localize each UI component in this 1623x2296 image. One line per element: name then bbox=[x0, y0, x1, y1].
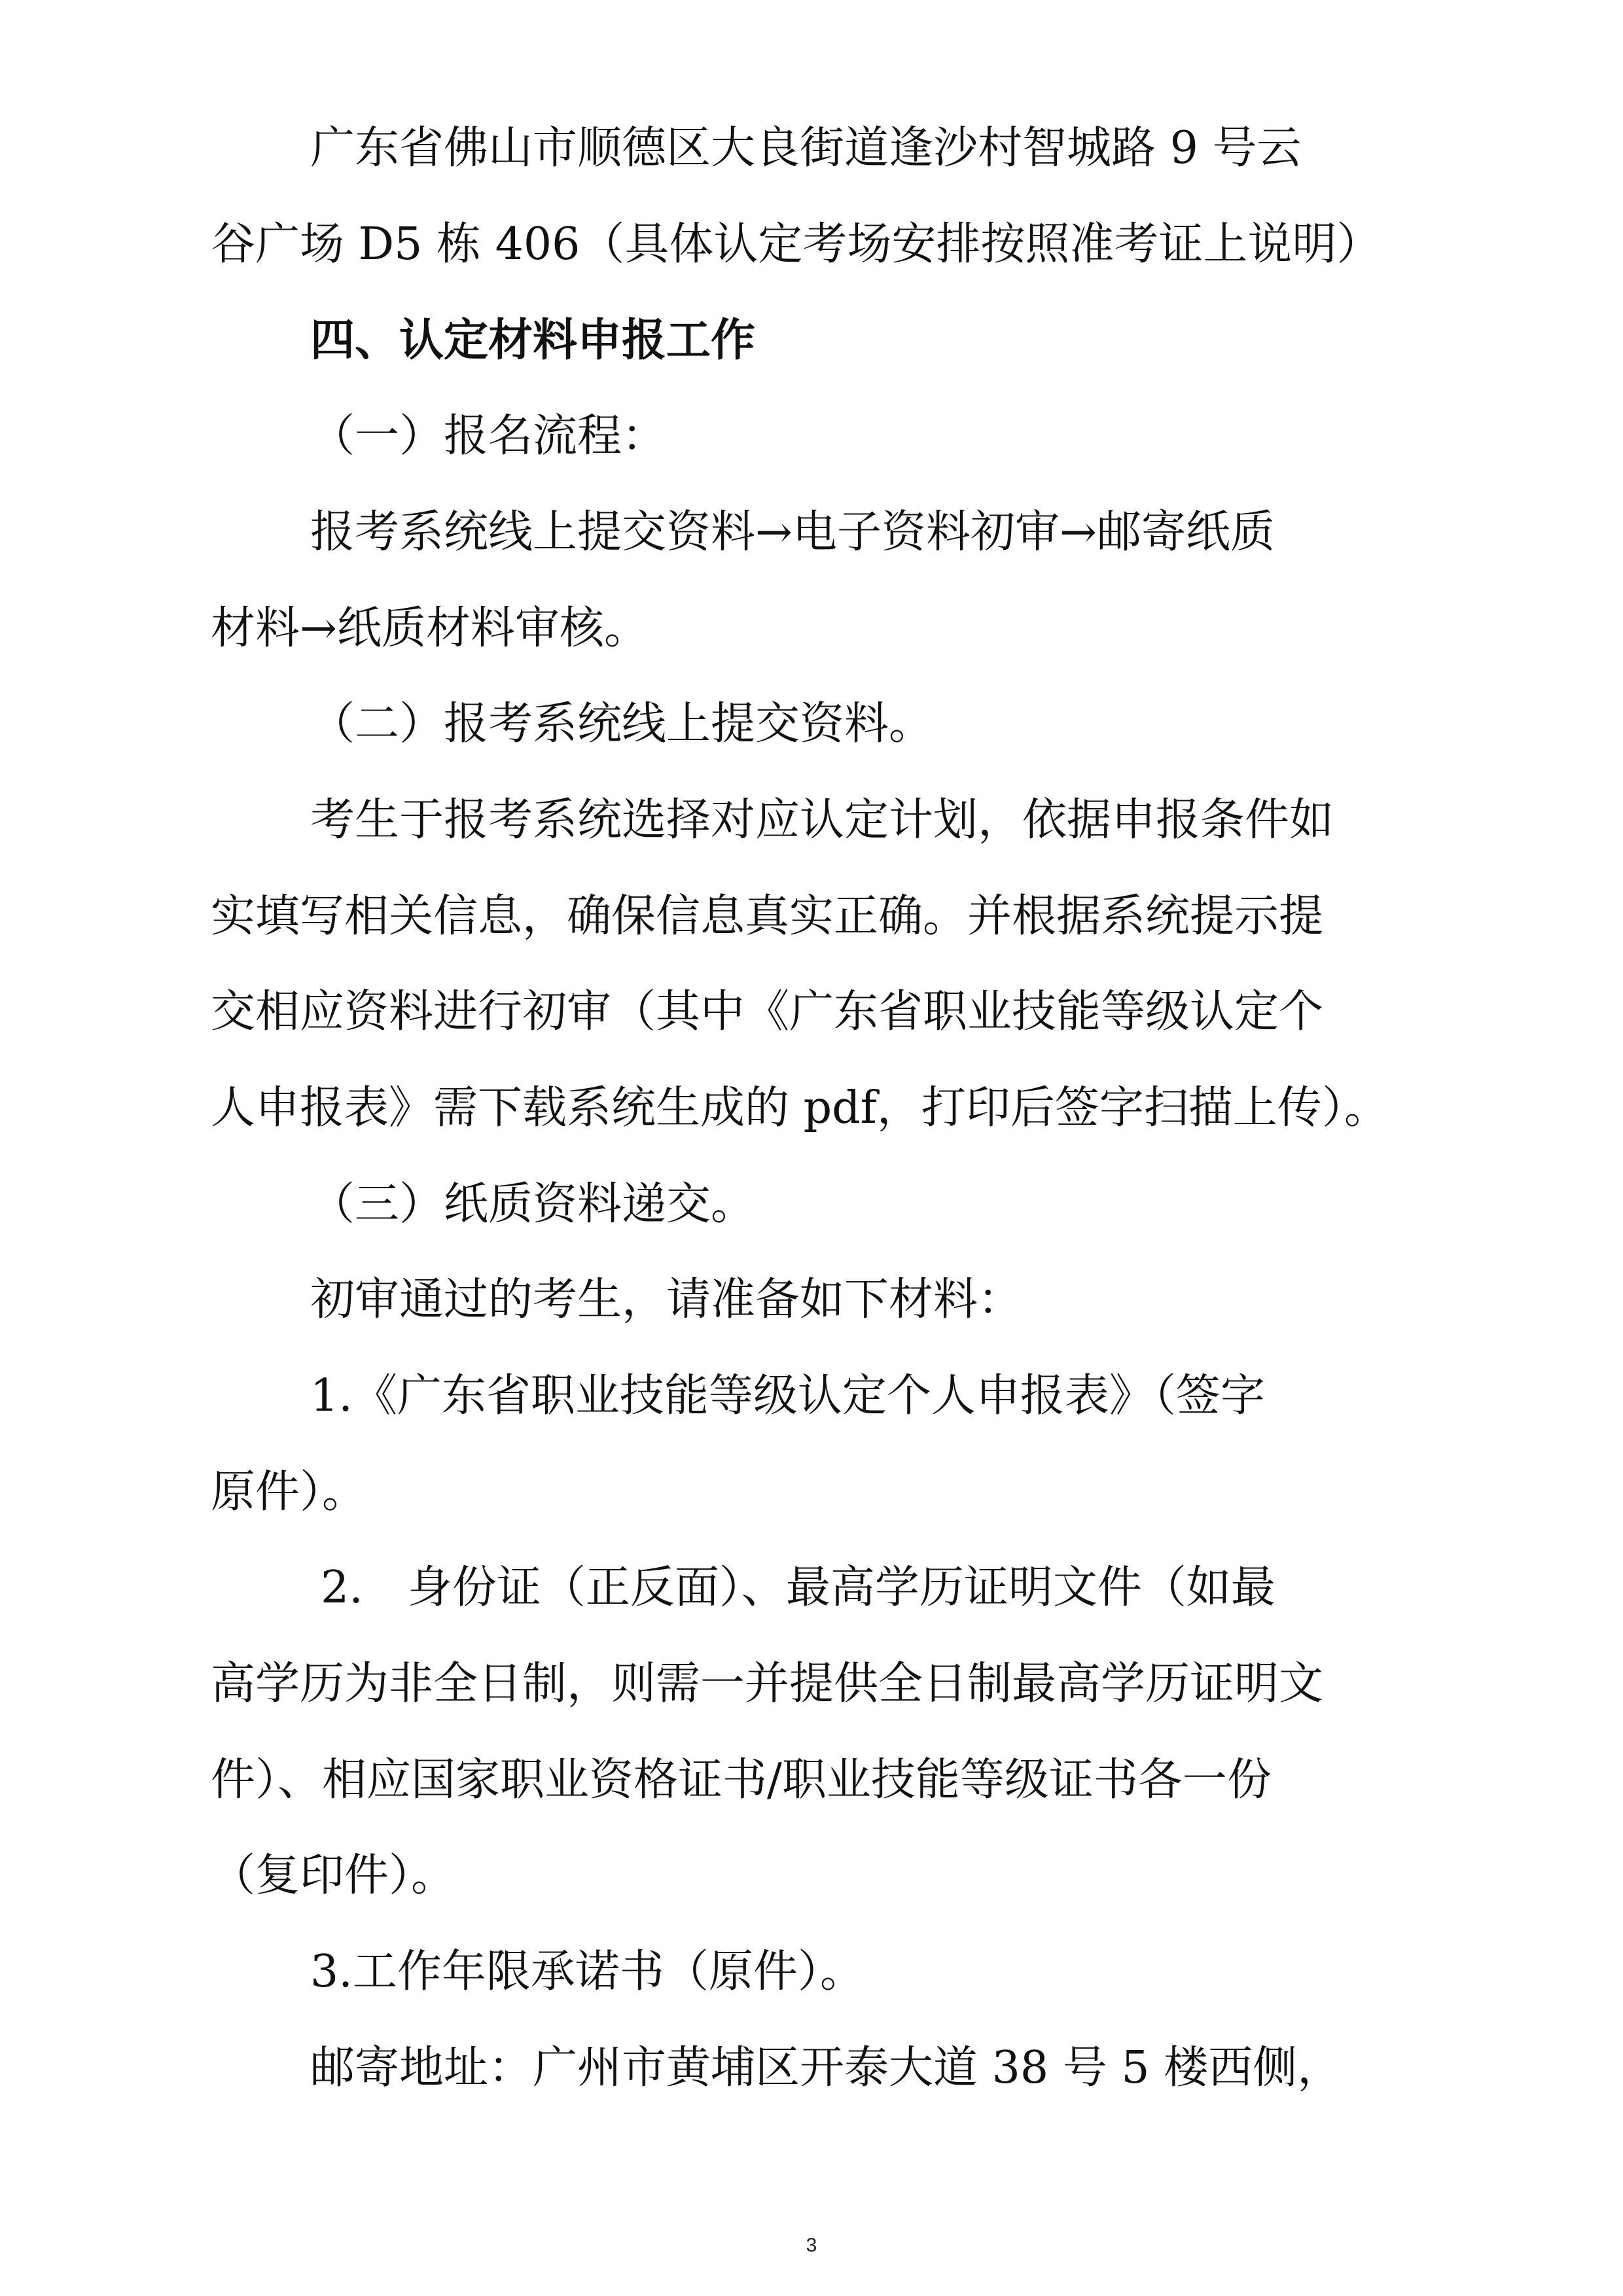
paragraph-line: 报考系统线上提交资料→电子资料初审→邮寄纸质 bbox=[310, 506, 1275, 558]
page-number: 3 bbox=[806, 2234, 817, 2256]
subsection-heading: （三）纸质资料递交。 bbox=[310, 1178, 756, 1230]
list-item: 1.《广东省职业技能等级认定个人申报表》（签字 bbox=[310, 1370, 1265, 1422]
paragraph-line: 材料→纸质材料审核。 bbox=[211, 603, 649, 654]
paragraph-line: 邮寄地址：广州市黄埔区开泰大道 38 号 5 楼西侧， bbox=[310, 2042, 1342, 2094]
paragraph-line: 谷广场 D5 栋 406（具体认定考场安排按照准考证上说明） bbox=[211, 219, 1382, 270]
subsection-heading: （一）报名流程： bbox=[310, 410, 667, 462]
paragraph-line: 原件）。 bbox=[211, 1466, 367, 1518]
subsection-heading: （二）报考系统线上提交资料。 bbox=[310, 698, 934, 750]
paragraph-line: 高学历为非全日制，则需一并提供全日制最高学历证明文 bbox=[211, 1658, 1324, 1710]
paragraph-line: 人申报表》需下载系统生成的 pdf，打印后签字扫描上传）。 bbox=[211, 1082, 1389, 1134]
paragraph-line: 交相应资料进行初审（其中《广东省职业技能等级认定个 bbox=[211, 986, 1324, 1038]
list-item: 2. 身份证（正反面）、最高学历证明文件（如最 bbox=[321, 1562, 1275, 1614]
paragraph-line: （复印件）。 bbox=[211, 1850, 456, 1901]
paragraph-line: 件）、相应国家职业资格证书/职业技能等级证书各一份 bbox=[211, 1754, 1272, 1806]
section-heading: 四、认定材料申报工作 bbox=[310, 315, 756, 366]
paragraph-line: 广东省佛山市顺德区大良街道逢沙村智城路 9 号云 bbox=[310, 122, 1302, 174]
paragraph-line: 考生于报考系统选择对应认定计划，依据申报条件如 bbox=[310, 794, 1334, 846]
list-item: 3.工作年限承诺书（原件）。 bbox=[310, 1946, 865, 1998]
paragraph-line: 实填写相关信息，确保信息真实正确。并根据系统提示提 bbox=[211, 891, 1324, 942]
paragraph-line: 初审通过的考生，请准备如下材料： bbox=[310, 1274, 1023, 1326]
